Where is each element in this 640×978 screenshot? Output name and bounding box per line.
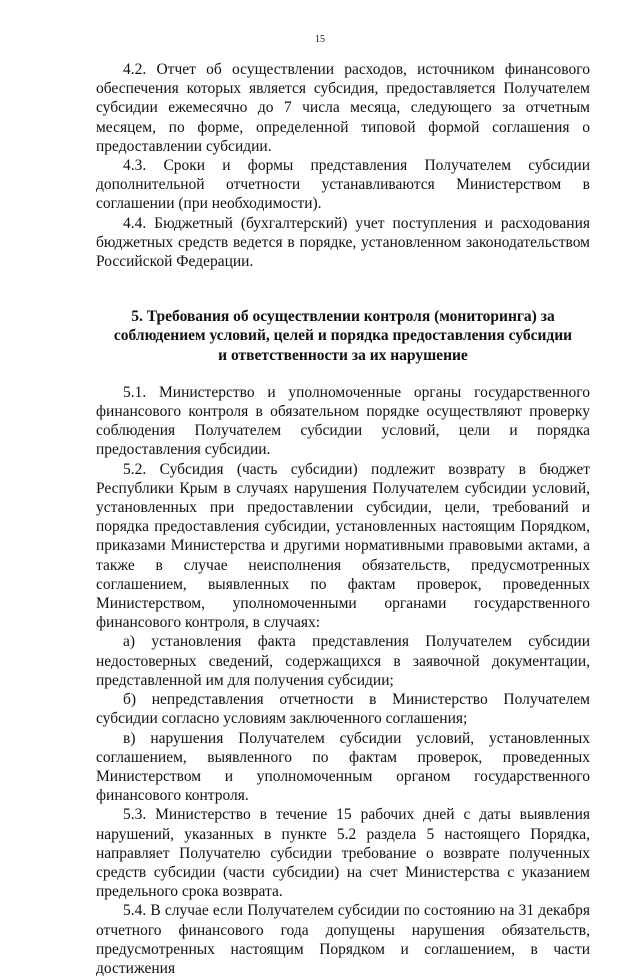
paragraph-5-4: 5.4. В случае если Получателем субсидии по состоянию на 31 декабря отчетного финансового года допущены нарушения обязательств, предусмотренных настоящим Порядком и соглашением, в части достижения — [96, 902, 590, 977]
section-heading: 5. Требования об осуществлении контроля (мониторинга) за соблюдением условий, целей и порядка предоставления субсидии и ответственности за их нарушение — [113, 308, 573, 364]
paragraph-5-1: 5.1. Министерство и уполномоченные органы государственного финансового контроля в обязательном порядке осуществляют проверку соблюдения Получателем субсидии условий, цели и порядка предоставления субсидии. — [96, 383, 590, 459]
paragraph-4-3: 4.3. Сроки и формы представления Получателем субсидии дополнительной отчетности устанавливаются Министерством в соглашении (при необходимости). — [96, 157, 590, 213]
paragraph-5-3: 5.3. Министерство в течение 15 рабочих дней с даты выявления нарушений, указанных в пункте 5.2 раздела 5 настоящего Порядка, направляет Получателю субсидии требование о возврате полученных средств субсидии (части субсидии) на счет Министерства с указанием предельного срока возврата. — [96, 806, 590, 901]
document-body — [96, 60, 590, 978]
paragraph-4-4: 4.4. Бюджетный (бухгалтерский) учет поступления и расходования бюджетных средств ведется в порядке, установленном законодательством Российской Федерации. — [96, 214, 590, 271]
paragraph-5-2: 5.2. Субсидия (часть субсидии) подлежит возврату в бюджет Республики Крым в случаях нарушения Получателем субсидии условий, установленных при предоставлении субсидии, цели, требований и порядка предоставления субсидии, установленных настоящим Порядком, приказами Министерства и другими нормативными правовыми актами, а также в случае неисполнения обязательств, предусмотренных соглашением, выявленных по фактам проверок, проведенных Министерством, уполномоченными органами государственного финансового контроля, в случаях: — [96, 460, 590, 632]
list-item-v: в) нарушения Получателем субсидии условий, установленных соглашением, выявленного по фактам проверок, проведенных Министерством и уполномоченным органом государственного финансового контроля. — [96, 729, 590, 805]
paragraph-4-2: 4.2. Отчет об осуществлении расходов, источником финансового обеспечения которых является субсидия, предоставляется Получателем субсидии ежемесячно до 7 числа месяца, следующего за отчетным месяцем, по форме, определенной типовой формой соглашения о предоставлении субсидии. — [96, 61, 590, 155]
list-item-a: а) установления факта представления Получателем субсидии недостоверных сведений, содержащихся в заявочной документации, представленной им для получения субсидии; — [96, 633, 590, 689]
list-item-b: б) непредставления отчетности в Министерство Получателем субсидии согласно условиям заключенного соглашения; — [96, 691, 590, 728]
page-number: 15 — [315, 34, 325, 45]
